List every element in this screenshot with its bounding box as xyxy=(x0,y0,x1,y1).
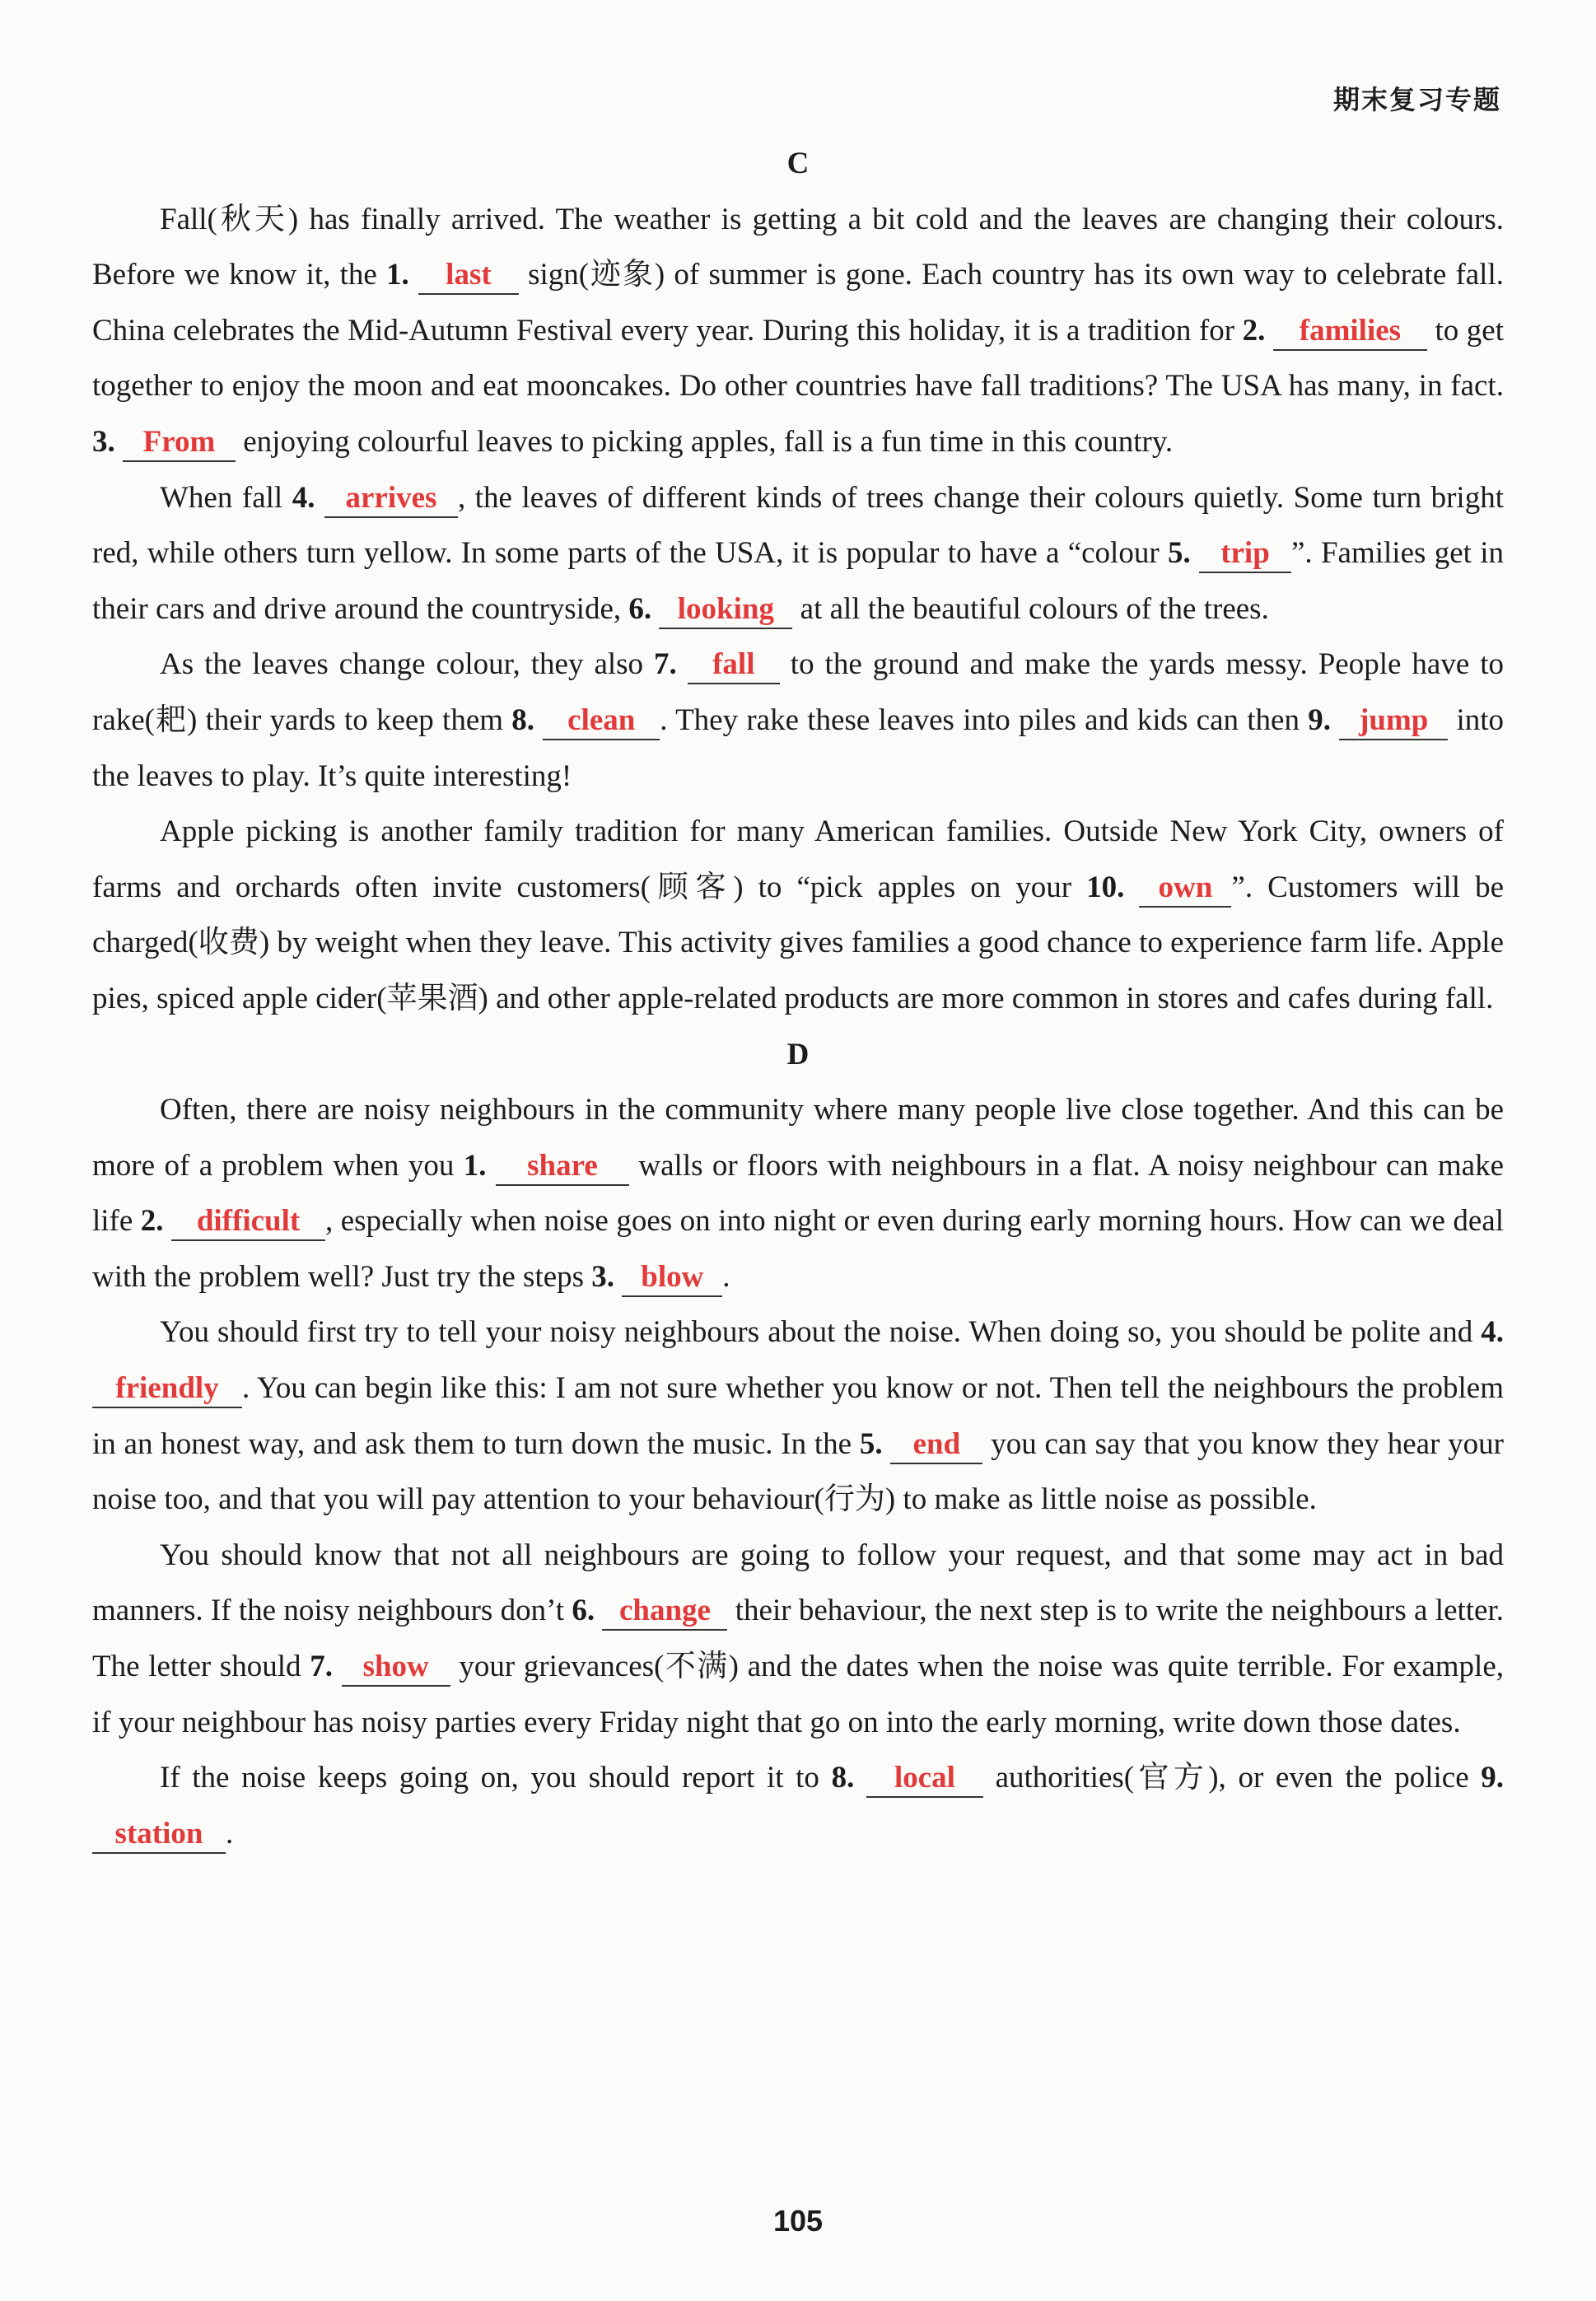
blank-number: 2. xyxy=(140,1204,164,1239)
answer-blank-d6[interactable]: change xyxy=(602,1593,727,1631)
answer-blank-d5[interactable]: end xyxy=(890,1426,982,1464)
answer-blank-c9[interactable]: jump xyxy=(1339,702,1448,740)
paragraph-d2: You should first try to tell your noisy neighbours about the noise. When doing so, you should be polite and 4. friendly . You can begin like this: I am not sure whether you know or not. Then tell the neighbours the problem in an honest way, and ask them to turn down the music. In the 5. end you can say that you know they hear your noise too, and that you will pay attention to your behaviour(行为) to make as little noise as possible. xyxy=(92,1315,1504,1517)
blank-number: 6. xyxy=(572,1594,595,1628)
answer-blank-d3[interactable]: blow xyxy=(622,1259,722,1297)
answer-blank-c2[interactable]: families xyxy=(1273,313,1427,351)
blank-number: 10. xyxy=(1086,870,1125,904)
answer-blank-d1[interactable]: share xyxy=(496,1148,629,1186)
answer-blank-d9[interactable]: station xyxy=(92,1816,226,1854)
blank-number: 4. xyxy=(292,480,315,515)
answer-blank-c5[interactable]: trip xyxy=(1199,535,1291,573)
paragraph-c3: As the leaves change colour, they also 7. fall to the ground and make the yards messy. People have to rake(耙) their yards to keep them 8. clean . They rake these leaves into piles and kids can then 9. jump into the leaves to play. It’s quite interesting! xyxy=(92,647,1505,793)
answer-blank-c8[interactable]: clean xyxy=(543,702,660,740)
blank-number: 8. xyxy=(831,1761,855,1795)
answer-blank-c3[interactable]: From xyxy=(123,424,236,462)
paragraph-d4: If the noise keeps going on, you should report it to 8. local authorities(官方), or even the police 9. station . xyxy=(92,1750,1504,1861)
blank-number: 3. xyxy=(92,424,115,459)
blank-number: 9. xyxy=(1308,702,1331,737)
answer-blank-c10[interactable]: own xyxy=(1139,870,1231,908)
section-heading-c: C xyxy=(786,147,810,180)
answer-blank-c6[interactable]: looking xyxy=(659,591,792,629)
worksheet-content xyxy=(92,136,1504,1861)
blank-number: 1. xyxy=(385,258,409,292)
blank-number: 7. xyxy=(310,1650,333,1684)
paragraph-d1: Often, there are noisy neighbours in the community where many people live close together. And this can be more of a problem when you 1. share walls or floors with neighbours in a flat. A noisy neighbour can make life 2. difficult , especially when noise goes on into night or even during early morning hours. How can we deal with the problem well? Just try the steps 3. blow . xyxy=(92,1082,1504,1305)
blank-number: 5. xyxy=(859,1426,883,1461)
paragraph-c4: Apple picking is another family tradition for many American families. Outside New York City, owners of farms and orchards often invite customers(顾客) to “pick apples on your 10. own ”. Customers will be charged(收费) by weight when they leave. This activity gives families a good chance to experience farm life. Apple pies, spiced apple cider(苹果酒) and other apple-related products are more common in stores and cafes during fall. xyxy=(92,814,1504,1015)
blank-number: 1. xyxy=(463,1148,487,1183)
paragraph-c1: Fall(秋天) has finally arrived. The weather is getting a bit cold and the leaves are changing their colours. Before we know it, the 1. last sign(迹象) of summer is gone. Each country has its own way to celebrate fall. China celebrates the Mid-Autumn Festival every year. During this holiday, it is a tradition for 2. families to get together to enjoy the moon and eat mooncakes. Do other countries have fall traditions? The USA has many, in fact. 3. From enjoying colourful leaves to picking apples, fall is a fun time in this country. xyxy=(92,192,1504,470)
blank-number: 7. xyxy=(654,647,677,682)
blank-number: 4. xyxy=(1481,1315,1504,1350)
answer-blank-d2[interactable]: difficult xyxy=(171,1203,325,1241)
blank-number: 6. xyxy=(628,591,652,626)
answer-blank-c4[interactable]: arrives xyxy=(324,480,458,518)
blank-number: 5. xyxy=(1167,536,1191,571)
blank-number: 9. xyxy=(1481,1761,1505,1795)
blank-number: 2. xyxy=(1242,313,1266,348)
answer-blank-c7[interactable]: fall xyxy=(688,646,780,684)
blank-number: 3. xyxy=(591,1259,615,1294)
page-number: 105 xyxy=(772,2204,824,2238)
blank-number: 8. xyxy=(511,702,535,737)
answer-blank-c1[interactable]: last xyxy=(418,257,519,295)
paragraph-c2: When fall 4. arrives , the leaves of different kinds of trees change their colours quietly. Some turn bright red, while others turn yellow. In some parts of the USA, it is popular to have a “colour 5. trip ”. Families get in their cars and drive around the countryside, 6. looking at all the beautiful colours of the trees. xyxy=(92,470,1504,637)
page-header-title: 期末复习专题 xyxy=(1332,84,1501,115)
answer-blank-d4[interactable]: friendly xyxy=(92,1370,242,1408)
answer-blank-d8[interactable]: local xyxy=(866,1760,983,1798)
paragraph-d3: You should know that not all neighbours are going to follow your request, and that some may act in bad manners. If the noisy neighbours don’t 6. change their behaviour, the next step is to write the neighbours a letter. The letter should 7. show your grievances(不满) and the dates when the noise was quite terrible. For example, if your neighbour has noisy parties every Friday night that go on into the early morning, write down those dates. xyxy=(92,1538,1505,1739)
section-heading-d: D xyxy=(786,1037,810,1071)
answer-blank-d7[interactable]: show xyxy=(342,1649,450,1687)
